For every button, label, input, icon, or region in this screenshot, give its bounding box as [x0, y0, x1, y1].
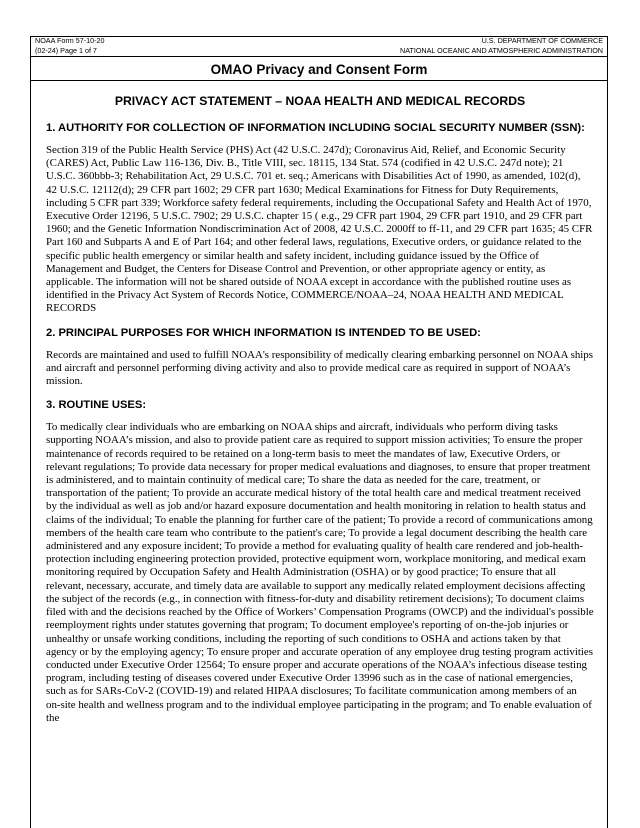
form-number: NOAA Form 57-10-20 [35, 36, 105, 45]
section-heading-routine-uses: 3. ROUTINE USES: [46, 399, 147, 412]
form-header [30, 36, 608, 56]
header-divider [30, 56, 608, 57]
section-heading-purposes: 2. PRINCIPAL PURPOSES FOR WHICH INFORMATION IS INTENDED TO BE USED: [46, 326, 481, 339]
department-name: U.S. DEPARTMENT OF COMMERCE [481, 36, 603, 45]
agency-name: NATIONAL OCEANIC AND ATMOSPHERIC ADMINISTRATION [400, 46, 603, 55]
form-title: OMAO Privacy and Consent Form [210, 62, 428, 77]
section-body-purposes: Records are maintained and used to fulfill NOAA's responsibility of medically clearing embarking personnel on NOAA ships and aircraft and personnel performing diving activity and also to provide medical care as required in support of NOAA’s mission. [46, 348, 593, 388]
document-body [46, 94, 594, 735]
section-heading-authority: 1. AUTHORITY FOR COLLECTION OF INFORMATION INCLUDING SOCIAL SECURITY NUMBER (SSN): [46, 122, 585, 134]
section-body-routine-uses: To medically clear individuals who are embarking on NOAA ships and aircraft, individuals who perform diving tasks supporting NOAA’s mission, and also to provide patient care as required to support mission activities; To ensure the proper maintenance of records required to be retained on a long-term basis to meet the mandates of law, Executive Orders, or relevant regulations; To provide data necessary for proper medical evaluations and diagnoses, to ensure that proper treatment is administered, and to maintain continuity of medical care; To share the data as needed for the care, treatment, or transportation of the patient; To provide an accurate medical history of the total health care and medical treatment received by the individual as well as job and/or hazard exposure documentation and health monitoring in relation to health status and claims of the individual; To enable the planning for further care of the patient; To provide a record of communications among members of the health care team who contribute to the patient's care; To provide a legal document describing the health care administered and any exposure incident; To provide a method for evaluating quality of health care rendered and job-health-protection including engineering protection provided, protective equipment worn, workplace monitoring, and medical exam monitoring required by Occupation Safety and Health Administration (OSHA) or by good practice; To ensure that all relevant, necessary, accurate, and timely data are available to support any medically related employment decisions affecting the subject of the records (e.g., in connection with fitness-for-duty and disability retirement decisions); To document claims filed with and the decisions reached by the Office of Workers’ Compensation Programs (OWCP) and the individual's possible reemployment rights under statutes governing that program; To document employee's reporting of on-the-job injuries or unhealthy or unsafe working conditions, including the reporting of such conditions to OSHA and actions taken by that agency or by the employing agency; To ensure proper and accurate operation of any employee drug testing program activities conducted under Executive Order 12564; To ensure proper and accurate operations of the NOAA’s infectious disease testing program, including testing of diseases covered under Executive Order 13996 such as in the case of national emergencies, such as for SARs-CoV-2 (COVID-19) and related HIPAA disclosures; To facilitate communication among members of an on-site health and wellness program and to the individual employee participating in the program; and To enable evaluation of the [46, 421, 594, 724]
form-revision-page: (02-24) Page 1 of 7 [35, 46, 97, 55]
header-top-rule [30, 36, 608, 37]
title-divider [30, 80, 608, 81]
privacy-act-heading: PRIVACY ACT STATEMENT – NOAA HEALTH AND MEDICAL RECORDS [114, 94, 526, 108]
section-body-authority: Section 319 of the Public Health Service (PHS) Act (42 U.S.C. 247d); Coronavirus Aid, Relief, and Economic Security (CARES) Act, Public Law 116-136, Div. B., Title VIII, sec. 18115, 134 Stat. 574 (codified in 42 U.S.C. 247d note); 21 U.S.C. 360bbb-3; Rehabilitation Act, 29 U.S.C. 701 et. seq.; Americans with Disabilities Act of 1990, as amended, 102(d), 42 U.S.C. 12112(d); 29 CFR part 1602; 29 CFR part 1630; Medical Examinations for Fitness for Duty Requirements, including 5 CFR part 339; Workforce safety federal requirements, including the Occupational Safety and Health Act of 1970, Executive Order 12196, 5 U.S.C. 7902; 29 U.S.C. chapter 15 ( e.g., 29 CFR part 1904, 29 CFR part 1910, and 29 CFR part 1960; and the Genetic Information Nondiscrimination Act of 2008, 42 U.S.C. 2000ff to ff-11, and 29 CFR part 1635; 45 CFR Part 160 and Subparts A and E of Part 164; and other federal laws, regulations, Executive orders, or guidance related to the specific public health emergency or similar health and safety incident, including guidance issued by the Office of Management and Budget, the Centers for Disease Control and Prevention, or other appropriate agency or entity, as applicable. The information will not be shared outside of NOAA except in accordance with the published routine uses as identified in the Privacy Act System of Records Notice, COMMERCE/NOAA–24, NOAA HEALTH AND MEDICAL RECORDS [46, 144, 593, 315]
